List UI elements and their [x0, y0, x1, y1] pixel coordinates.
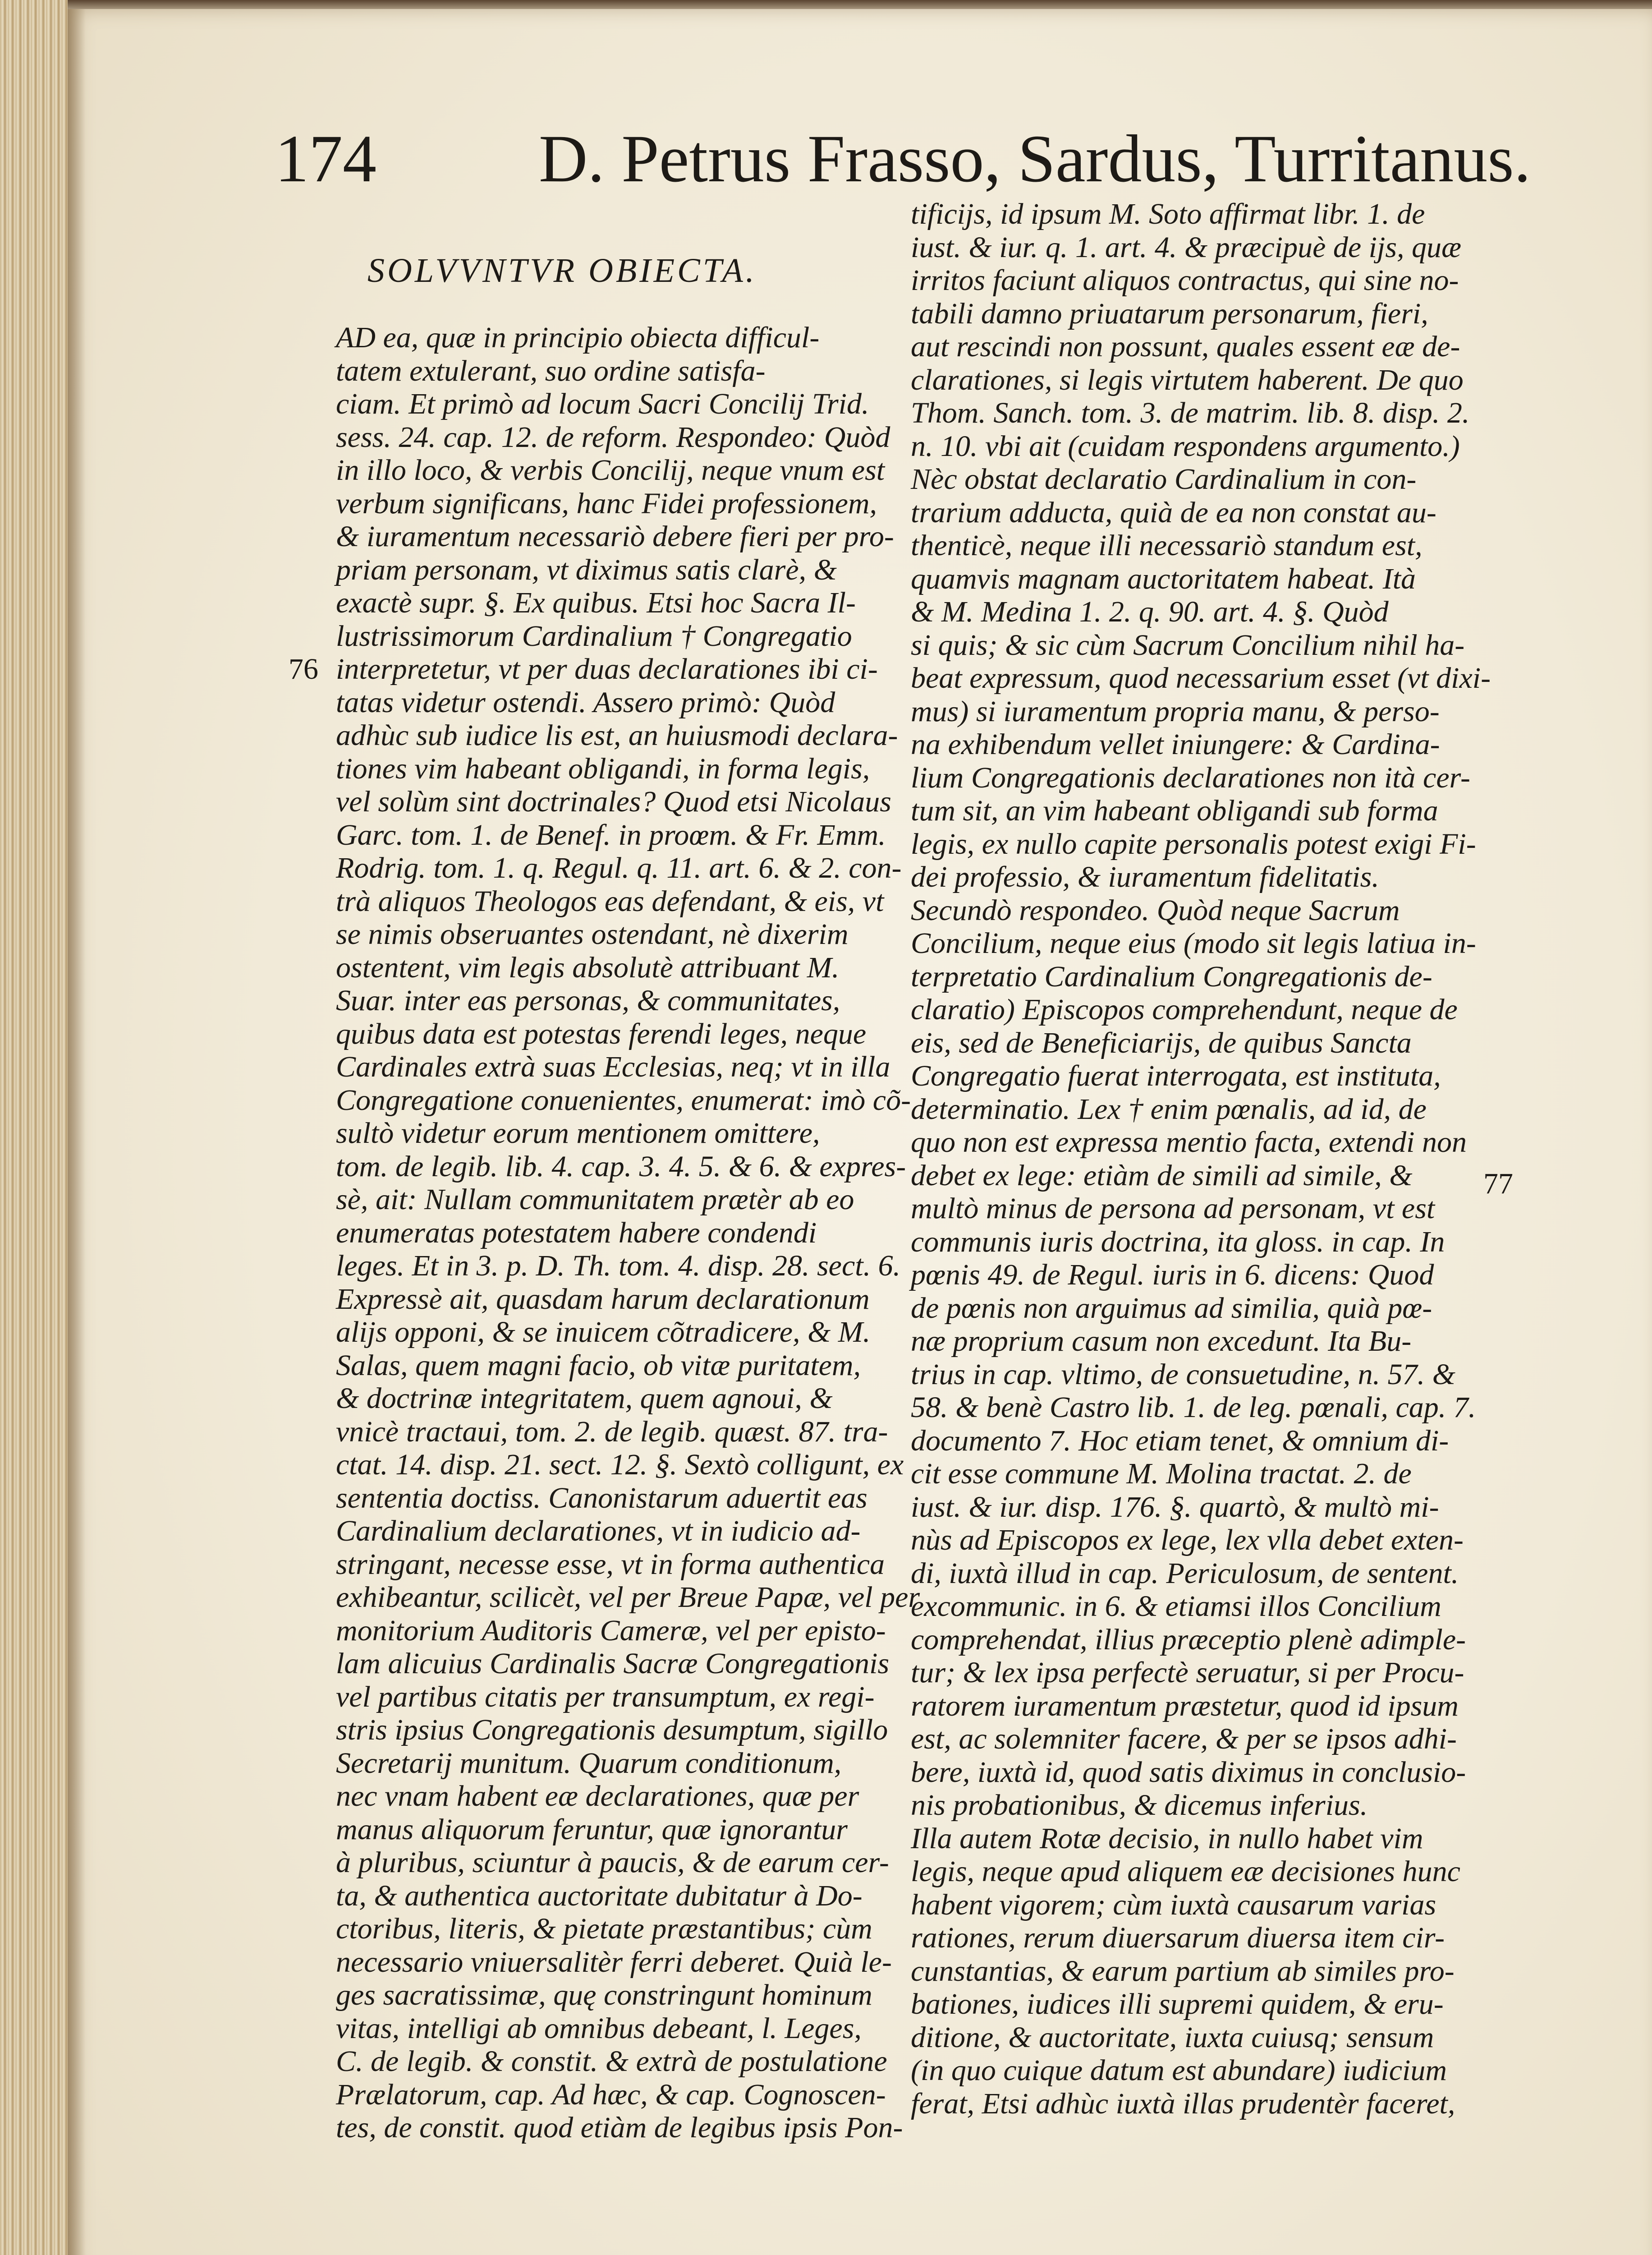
text-line: comprehendat, illius præceptio plenè adimple-	[911, 1623, 1466, 1656]
text-line: Thom. Sanch. tom. 3. de matrim. lib. 8. disp. 2.	[911, 396, 1470, 429]
text-line: enumeratas potestatem habere condendi	[336, 1216, 817, 1249]
page-edges	[0, 0, 77, 2255]
text-line: lam alicuius Cardinalis Sacræ Congregationis	[336, 1647, 890, 1680]
text-line: quo non est expressa mentio facta, extendi non	[911, 1126, 1467, 1159]
running-title: D. Petrus Frasso, Sardus, Turritanus.	[539, 121, 1531, 196]
text-line: nùs ad Episcopos ex lege, lex vlla debet exten-	[911, 1523, 1464, 1556]
section-title: SOLVVNTVR OBIECTA.	[367, 252, 757, 290]
text-line: lium Congregationis declarationes non ità cer-	[911, 761, 1470, 794]
text-line: Secretarij munitum. Quarum conditionum,	[336, 1746, 842, 1780]
right-column	[911, 198, 1492, 2120]
text-line: verbum significans, hanc Fidei professionem,	[336, 487, 877, 520]
text-line: communis iuris doctrina, ita gloss. in cap. In	[911, 1225, 1445, 1258]
text-line: sess. 24. cap. 12. de reform. Respondeo: Quòd	[336, 420, 890, 454]
margin-note-left: 76	[289, 653, 318, 686]
text-line: trarium adducta, quià de ea non constat au-	[911, 496, 1436, 529]
text-line: à pluribus, sciuntur à paucis, & de earum cer-	[336, 1846, 889, 1879]
text-line: ctat. 14. disp. 21. sect. 12. §. Sextò colligunt, ex	[336, 1448, 904, 1481]
text-line: claratio) Episcopos comprehendunt, neque de	[911, 993, 1458, 1026]
text-line: cit esse commune M. Molina tractat. 2. de	[911, 1457, 1412, 1490]
text-line: aut rescindi non possunt, quales essent eæ de-	[911, 330, 1460, 363]
text-line: & M. Medina 1. 2. q. 90. art. 4. §. Quòd	[911, 595, 1389, 628]
text-line: thenticè, neque illi necessariò standum est,	[911, 529, 1423, 562]
text-line: quamvis magnam auctoritatem habeat. Ità	[911, 562, 1416, 595]
text-line: ditione, & auctoritate, iuxta cuiusq; sensum	[911, 2020, 1434, 2054]
text-line: vel solùm sint doctrinales? Quod etsi Nicolaus	[336, 785, 891, 818]
text-line: exactè supr. §. Ex quibus. Etsi hoc Sacra Il-	[336, 586, 856, 619]
text-line: na exhibendum vellet iniungere: & Cardina-	[911, 728, 1440, 761]
text-line: tatem extulerant, suo ordine satisfa-	[336, 354, 766, 387]
text-line: di, iuxtà illud in cap. Periculosum, de sentent.	[911, 1556, 1459, 1590]
gutter-shadow	[68, 9, 86, 2255]
text-line: dei professio, & iuramentum fidelitatis.	[911, 861, 1379, 893]
text-line: tificijs, id ipsum M. Soto affirmat libr. 1. de	[911, 198, 1425, 230]
text-line: tum sit, an vim habeant obligandi sub forma	[911, 794, 1438, 827]
text-line: stris ipsius Congregationis desumptum, sigillo	[336, 1713, 888, 1746]
text-line: clarationes, si legis virtutem haberent. De quo	[911, 363, 1464, 396]
text-line: trius in cap. vltimo, de consuetudine, n. 57. &	[911, 1358, 1456, 1391]
text-line: beat expressum, quod necessarium esset (vt dixi-	[911, 662, 1491, 695]
text-line: n. 10. vbi ait (cuidam respondens argumento.)	[911, 429, 1460, 463]
text-line: bationes, iudices illi supremi quidem, & eru-	[911, 1988, 1444, 2020]
text-line: si quis; & sic cùm Sacrum Concilium nihil ha-	[911, 628, 1465, 662]
text-line: Illa autem Rotæ decisio, in nullo habet vim	[911, 1822, 1423, 1855]
text-line: næ proprium casum non excedunt. Ita Bu-	[911, 1325, 1412, 1358]
text-line: in illo loco, & verbis Concilij, neque vnum est	[336, 454, 885, 487]
text-line: se nimis obseruantes ostendant, nè dixerim	[336, 918, 849, 951]
text-line: Prælatorum, cap. Ad hæc, & cap. Cognoscen-	[336, 2078, 886, 2111]
text-line: 58. & benè Castro lib. 1. de leg. pœnali, cap. 7.	[911, 1391, 1476, 1424]
text-line: Cardinales extrà suas Ecclesias, neq; vt in illa	[336, 1050, 890, 1083]
text-line: tom. de legib. lib. 4. cap. 3. 4. 5. & 6. & expres-	[336, 1150, 906, 1183]
text-line: tabili damno priuatarum personarum, fieri,	[911, 297, 1428, 330]
text-line: Congregatione conuenientes, enumerat: imò cõ-	[336, 1083, 911, 1117]
text-line: ta, & authentica auctoritate dubitatur à Do-	[336, 1879, 863, 1912]
text-line: excommunic. in 6. & etiamsi illos Concilium	[911, 1590, 1441, 1623]
text-line: Expressè ait, quasdam harum declarationum	[336, 1282, 870, 1316]
text-line: rationes, rerum diuersarum diuersa item cir-	[911, 1921, 1445, 1954]
text-line: vnicè tractaui, tom. 2. de legib. quæst. 87. tra-	[336, 1415, 888, 1448]
text-line: iust. & iur. disp. 176. §. quartò, & multò mi-	[911, 1490, 1439, 1523]
text-line: & iuramentum necessariò debere fieri per pro-	[336, 520, 894, 553]
text-line: Congregatio fuerat interrogata, est instituta,	[911, 1059, 1441, 1092]
text-line: & doctrinæ integritatem, quem agnoui, &	[336, 1382, 833, 1415]
text-line: necessario vniuersalitèr ferri deberet. Quià le-	[336, 1945, 892, 1979]
text-line: eis, sed de Beneficiarijs, de quibus Sancta	[911, 1026, 1412, 1059]
text-line: Secundò respondeo. Quòd neque Sacrum	[911, 893, 1400, 927]
text-line: quibus data est potestas ferendi leges, neque	[336, 1017, 867, 1050]
text-line: AD ea, quæ in principio obiecta difficul-	[336, 321, 820, 354]
text-line: priam personam, vt diximus satis clarè, &	[336, 553, 837, 586]
text-line: legis, neque apud aliquem eæ decisiones hunc	[911, 1855, 1460, 1888]
left-column	[336, 321, 920, 2145]
text-line: Suar. inter eas personas, & communitates,	[336, 984, 840, 1017]
text-line: est, ac solemniter facere, & per se ipsos adhi-	[911, 1722, 1457, 1755]
text-line: interpretetur, vt per duas declarationes ibi ci-	[336, 653, 878, 686]
text-line: C. de legib. & constit. & extrà de postulatione	[336, 2045, 887, 2078]
text-line: manus aliquorum feruntur, quæ ignorantur	[336, 1813, 848, 1846]
text-line: Concilium, neque eius (modo sit legis latiua in-	[911, 927, 1476, 960]
text-line: mus) si iuramentum propria manu, & perso-	[911, 695, 1440, 728]
text-line: debet ex lege: etiàm de simili ad simile, &	[911, 1159, 1413, 1192]
text-line: determinatio. Lex † enim pœnalis, ad id, de	[911, 1092, 1427, 1126]
text-line: ciam. Et primò ad locum Sacri Concilij Trid.	[336, 387, 869, 420]
text-line: stringant, necesse esse, vt in forma authentica	[336, 1547, 885, 1581]
text-line: nec vnam habent eæ declarationes, quæ per	[336, 1780, 859, 1813]
text-line: documento 7. Hoc etiam tenet, & omnium di-	[911, 1424, 1449, 1457]
text-line: sententia doctiss. Canonistarum aduertit eas	[336, 1481, 867, 1514]
text-line: Garc. tom. 1. de Benef. in proœm. & Fr. Emm.	[336, 818, 886, 851]
text-line: terpretatio Cardinalium Congregationis de-	[911, 960, 1432, 993]
text-line: ctoribus, literis, & pietate præstantibus; cùm	[336, 1912, 872, 1945]
text-line: multò minus de persona ad personam, vt est	[911, 1192, 1435, 1225]
text-line: pœnis 49. de Regul. iuris in 6. dicens: Quod	[911, 1258, 1434, 1291]
text-line: legis, ex nullo capite personalis potest exigi Fi-	[911, 827, 1476, 861]
text-line: (in quo cuique datum est abundare) iudicium	[911, 2054, 1447, 2087]
text-line: ostentent, vim legis absolutè attribuant M.	[336, 951, 840, 984]
text-line: nis probationibus, & dicemus inferius.	[911, 1789, 1368, 1822]
text-line: ratorem iuramentum præstetur, quod id ipsum	[911, 1689, 1459, 1722]
text-line: ferat, Etsi adhùc iuxtà illas prudentèr faceret,	[911, 2087, 1455, 2120]
text-line: Salas, quem magni facio, ob vitæ puritatem,	[336, 1348, 861, 1382]
text-line: tiones vim habeant obligandi, in forma legis,	[336, 752, 870, 785]
text-line: lustrissimorum Cardinalium † Congregatio	[336, 619, 852, 653]
text-line: ges sacratissimæ, quę constringunt hominum	[336, 1979, 872, 2011]
margin-note-right: 77	[1483, 1167, 1513, 1200]
text-line: habent vigorem; cùm iuxtà causarum varias	[911, 1888, 1436, 1921]
text-line: adhùc sub iudice lis est, an huiusmodi declara-	[336, 719, 898, 752]
text-line: vel partibus citatis per transumptum, ex regi-	[336, 1680, 875, 1713]
text-line: monitorium Auditoris Cameræ, vel per episto-	[336, 1614, 886, 1647]
page-number: 174	[275, 121, 376, 196]
text-line: cunstantias, & earum partium ab similes pro-	[911, 1954, 1455, 1988]
text-line: alijs opponi, & se inuicem cõtradicere, & M.	[336, 1316, 871, 1348]
text-line: iust. & iur. q. 1. art. 4. & præcipuè de ijs, quæ	[911, 230, 1462, 264]
text-line: trà aliquos Theologos eas defendant, & eis, vt	[336, 884, 884, 918]
text-line: tatas videtur ostendi. Assero primò: Quòd	[336, 686, 835, 719]
text-line: sè, ait: Nullam communitatem prætèr ab eo	[336, 1183, 854, 1216]
text-line: Nèc obstat declaratio Cardinalium in con-	[911, 463, 1417, 496]
text-line: bere, iuxtà id, quod satis diximus in conclusio-	[911, 1755, 1466, 1789]
text-line: de pœnis non arguimus ad similia, quià pœ-	[911, 1291, 1432, 1325]
text-line: leges. Et in 3. p. D. Th. tom. 4. disp. 28. sect. 6.	[336, 1249, 901, 1282]
text-line: vitas, intelligi ab omnibus debeant, l. Leges,	[336, 2011, 862, 2045]
text-line: tes, de constit. quod etiàm de legibus ipsis Pon-	[336, 2111, 903, 2144]
text-line: irritos faciunt aliquos contractus, qui sine no-	[911, 264, 1459, 297]
text-line: exhibeantur, scilicèt, vel per Breue Papæ, vel per	[336, 1581, 920, 1614]
text-line: sultò videtur eorum mentionem omittere,	[336, 1117, 820, 1150]
text-line: Rodrig. tom. 1. q. Regul. q. 11. art. 6. & 2. con-	[336, 851, 902, 884]
text-line: tur; & lex ipsa perfectè seruatur, si per Procu-	[911, 1656, 1464, 1689]
text-line: Cardinalium declarationes, vt in iudicio ad-	[336, 1514, 861, 1547]
